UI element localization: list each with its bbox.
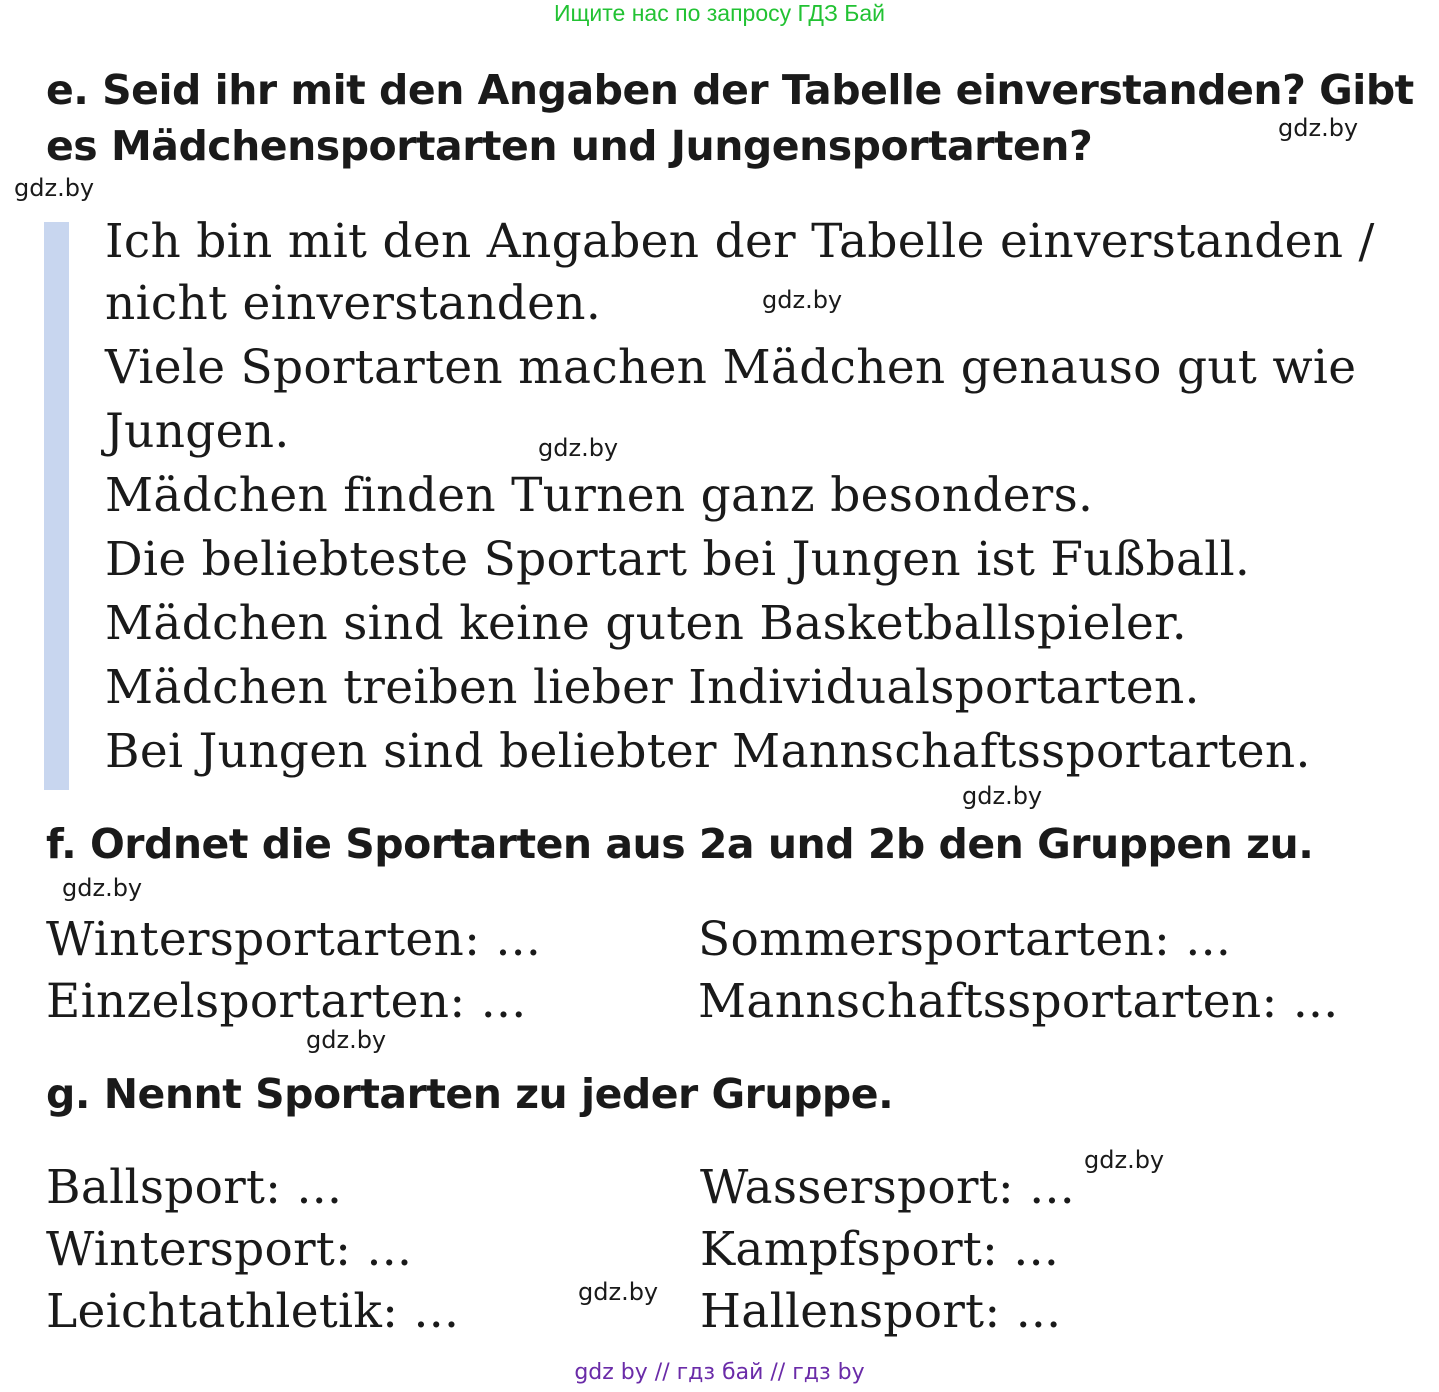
footer-watermark: gdz by // гдз бай // гдз by bbox=[574, 1360, 865, 1385]
answer-line: Mädchen treiben lieber Individualsportarten. bbox=[105, 660, 1200, 715]
task-g-heading: g. Nennt Sportarten zu jeder Gruppe. bbox=[46, 1070, 894, 1118]
answer-line: Viele Sportarten machen Mädchen genauso gut wie bbox=[105, 340, 1357, 395]
watermark: gdz.by bbox=[306, 1026, 387, 1054]
answer-line: Mädchen sind keine guten Basketballspieler. bbox=[105, 596, 1187, 651]
task-f-heading: f. Ordnet die Sportarten aus 2a und 2b den Gruppen zu. bbox=[46, 820, 1314, 868]
group-sommersportarten: Sommersportarten: ... bbox=[698, 912, 1232, 967]
answer-line: Jungen. bbox=[105, 404, 290, 459]
group-wassersport: Wassersport: ... bbox=[700, 1160, 1076, 1215]
task-e-heading-line1: e. Seid ihr mit den Angaben der Tabelle einverstanden? Gibt bbox=[46, 66, 1414, 114]
watermark: gdz.by bbox=[62, 874, 143, 902]
group-hallensport: Hallensport: ... bbox=[700, 1284, 1062, 1339]
top-banner: Ищите нас по запросу ГДЗ Бай bbox=[553, 0, 886, 26]
answer-line: Die beliebteste Sportart bei Jungen ist Fußball. bbox=[105, 532, 1251, 587]
answer-line: nicht einverstanden. bbox=[105, 276, 602, 331]
group-ballsport: Ballsport: ... bbox=[46, 1160, 343, 1215]
group-leichtathletik: Leichtathletik: ... bbox=[46, 1284, 460, 1339]
group-wintersport: Wintersport: ... bbox=[46, 1222, 413, 1277]
watermark: gdz.by bbox=[14, 174, 95, 202]
watermark: gdz.by bbox=[962, 782, 1043, 810]
watermark: gdz.by bbox=[1278, 114, 1359, 142]
task-e-heading-line2: es Mädchensportarten und Jungensportarten? bbox=[46, 122, 1093, 170]
group-wintersportarten: Wintersportarten: ... bbox=[46, 912, 542, 967]
watermark: gdz.by bbox=[1084, 1146, 1165, 1174]
watermark: gdz.by bbox=[578, 1278, 659, 1306]
group-einzelsportarten: Einzelsportarten: ... bbox=[46, 974, 527, 1029]
group-kampfsport: Kampfsport: ... bbox=[700, 1222, 1060, 1277]
group-mannschaftssportarten: Mannschaftssportarten: ... bbox=[698, 974, 1339, 1029]
answer-line: Ich bin mit den Angaben der Tabelle einverstanden / bbox=[105, 214, 1375, 269]
answer-line: Mädchen finden Turnen ganz besonders. bbox=[105, 468, 1094, 523]
watermark: gdz.by bbox=[538, 434, 619, 462]
answer-line: Bei Jungen sind beliebter Mannschaftssportarten. bbox=[105, 724, 1311, 779]
answer-quote-bar bbox=[44, 222, 69, 790]
watermark: gdz.by bbox=[762, 286, 843, 314]
